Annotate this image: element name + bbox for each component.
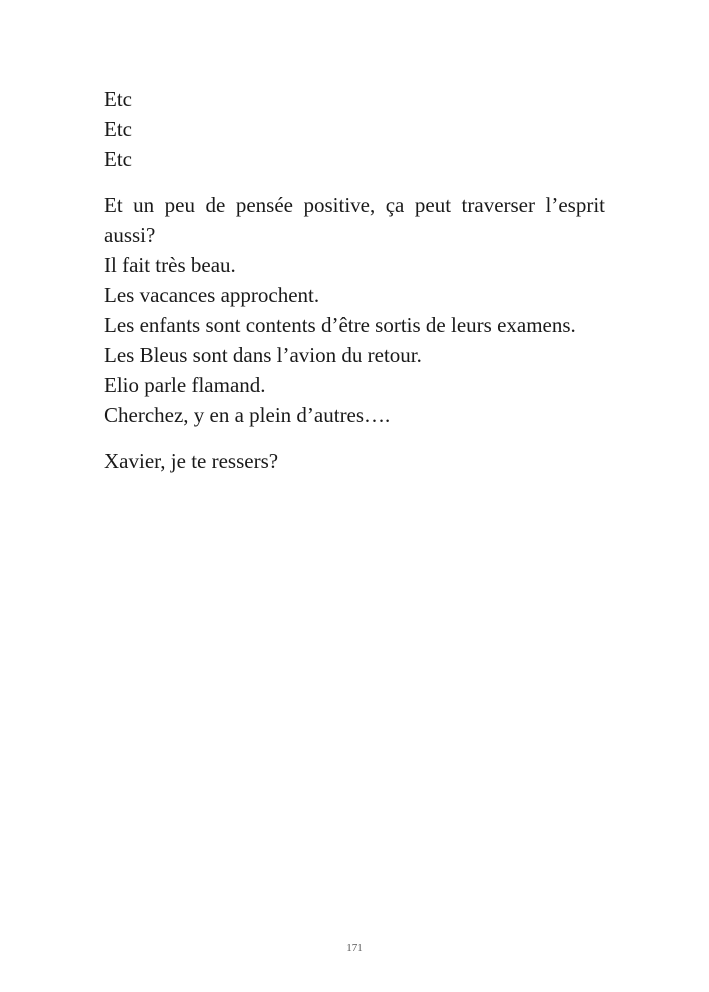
paragraph-gap [104,430,605,446]
positive-question: Et un peu de pensée positive, ça peut traverser l’esprit aussi? [104,193,605,247]
closing-line: Xavier, je te ressers? [104,449,279,473]
page-number: 171 [346,942,363,954]
body-text [104,84,605,476]
positive-item: Les enfants sont contents d’être sortis de leurs examens. [104,313,576,337]
etc-line: Etc [104,87,132,111]
positive-item: Les vacances approchent. [104,283,320,307]
positive-item: Il fait très beau. [104,253,236,277]
etc-line: Etc [104,117,132,141]
positive-item: Elio parle flamand. [104,373,266,397]
positive-item: Cherchez, y en a plein d’autres…. [104,403,391,427]
paragraph-gap [104,174,605,190]
etc-line: Etc [104,147,132,171]
positive-item: Les Bleus sont dans l’avion du retour. [104,343,422,367]
